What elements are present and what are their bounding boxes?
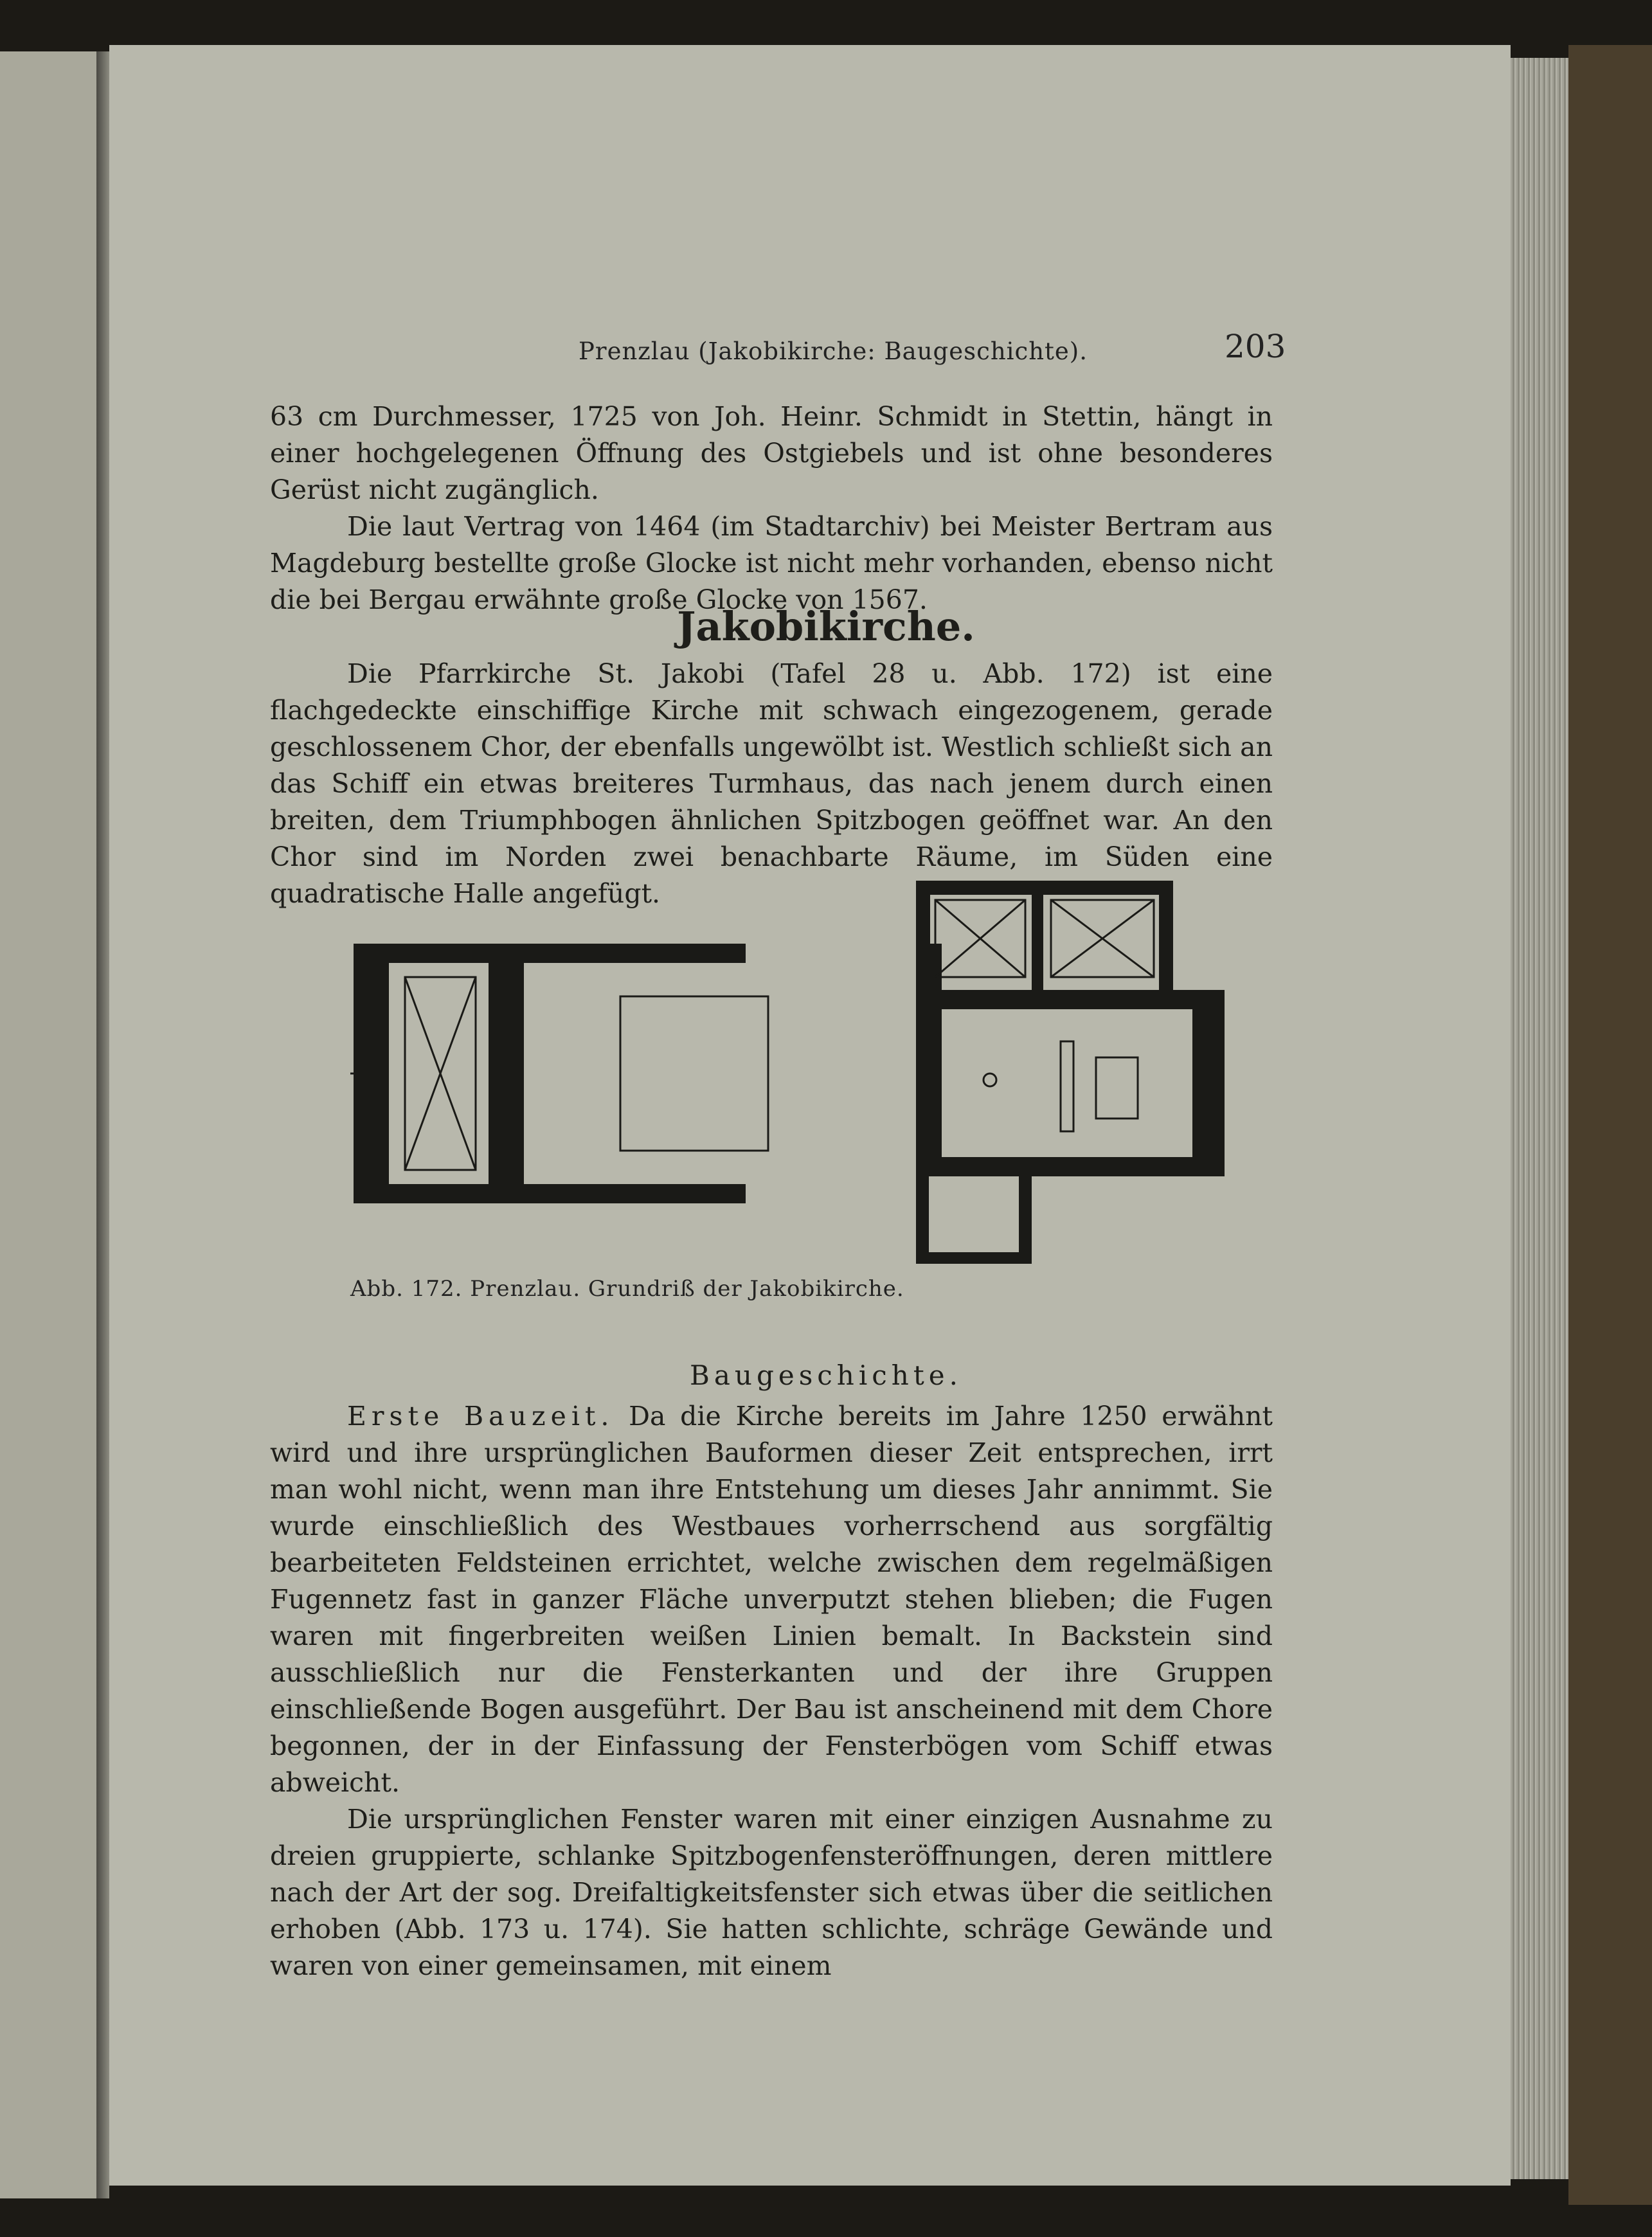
paragraph-intro: Die Pfarrkirche St. Jakobi (Tafel 28 u. Abb. 172) ist eine flachgedeckte einschiffige Kirche mit schwach eingezogenem, gerade geschlossenem Chor, der ebenfalls ungewölbt ist. Westlich schließt sich an das Schiff ein etwas breiteres Turmhaus, das nach jenem durch einen breiten, dem Triumphbogen ähnlichen Spitzbogen geöffnet war. An den Chor sind im Norden zwei benachbarte Räume, im Süden eine quadratische Halle angefügt. bbox=[270, 658, 1273, 909]
paragraph-bells-1: 63 cm Durchmesser, 1725 von Joh. Heinr. Schmidt in Stettin, hängt in einer hochgelegenen Öffnung des Ostgiebels und ist ohne besonderes Gerüst nicht zugänglich. bbox=[270, 401, 1273, 505]
left-page-edge bbox=[0, 51, 99, 2198]
floor-plan-figure bbox=[350, 881, 1237, 1266]
section-heading: Jakobikirche. bbox=[677, 603, 975, 650]
running-title: Prenzlau (Jakobikirche: Baugeschichte). bbox=[579, 337, 1088, 365]
paragraph-body-1-text: Da die Kirche bereits im Jahre 1250 erwähnt wird und ihre ursprünglichen Bauformen dieser Zeit entsprechen, irrt man wohl nicht, wenn man ihre Entstehung um dieses Jahr annimmt. Sie wurde einschließlich des Westbaues vorherrschend aus sorgfältig bearbeiteten Feldsteinen errichtet, welche zwischen dem regelmäßigen Fugennetz fast in ganzer Fläche unverputzt stehen blieben; die Fugen waren mit fingerbreiten weißen Linien bemalt. In Backstein sind ausschließlich nur die Fensterkanten und der ihre Gruppen einschließende Bogen ausgeführt. Der Bau ist anscheinend mit dem Chore begonnen, der in der Einfassung der Fensterbögen vom Schiff etwas abweicht. bbox=[270, 1401, 1273, 1798]
figure-caption: Abb. 172. Prenzlau. Grundriß der Jakobikirche. bbox=[350, 1276, 904, 1302]
book-cover bbox=[1568, 45, 1652, 2205]
page-stack-edges bbox=[1511, 58, 1568, 2179]
page-number: 203 bbox=[1225, 328, 1286, 365]
intro-block bbox=[270, 656, 1273, 912]
body-block bbox=[270, 1398, 1273, 1984]
paragraph-bells-2: Die laut Vertrag von 1464 (im Stadtarchiv) bei Meister Bertram aus Magdeburg bestellte große Glocke ist nicht mehr vorhanden, ebenso nicht die bei Bergau erwähnte große Glocke von 1567. bbox=[270, 511, 1273, 615]
paragraph-body-1 bbox=[270, 1398, 1273, 1801]
lead-spaced: Erste Bauzeit. bbox=[347, 1401, 615, 1432]
paragraph-body-2: Die ursprünglichen Fenster waren mit einer einzigen Ausnahme zu dreien gruppierte, schlanke Spitzbogenfensteröffnungen, deren mittlere nach der Art der sog. Dreifaltigkeitsfenster sich etwas über die seitlichen erhoben (Abb. 173 u. 174). Sie hatten schlichte, schräge Gewände und waren von einer gemeinsamen, mit einem bbox=[270, 1804, 1273, 1981]
subheading: Baugeschichte. bbox=[690, 1360, 962, 1391]
book-gutter bbox=[96, 51, 109, 2198]
top-paragraphs bbox=[270, 399, 1273, 618]
